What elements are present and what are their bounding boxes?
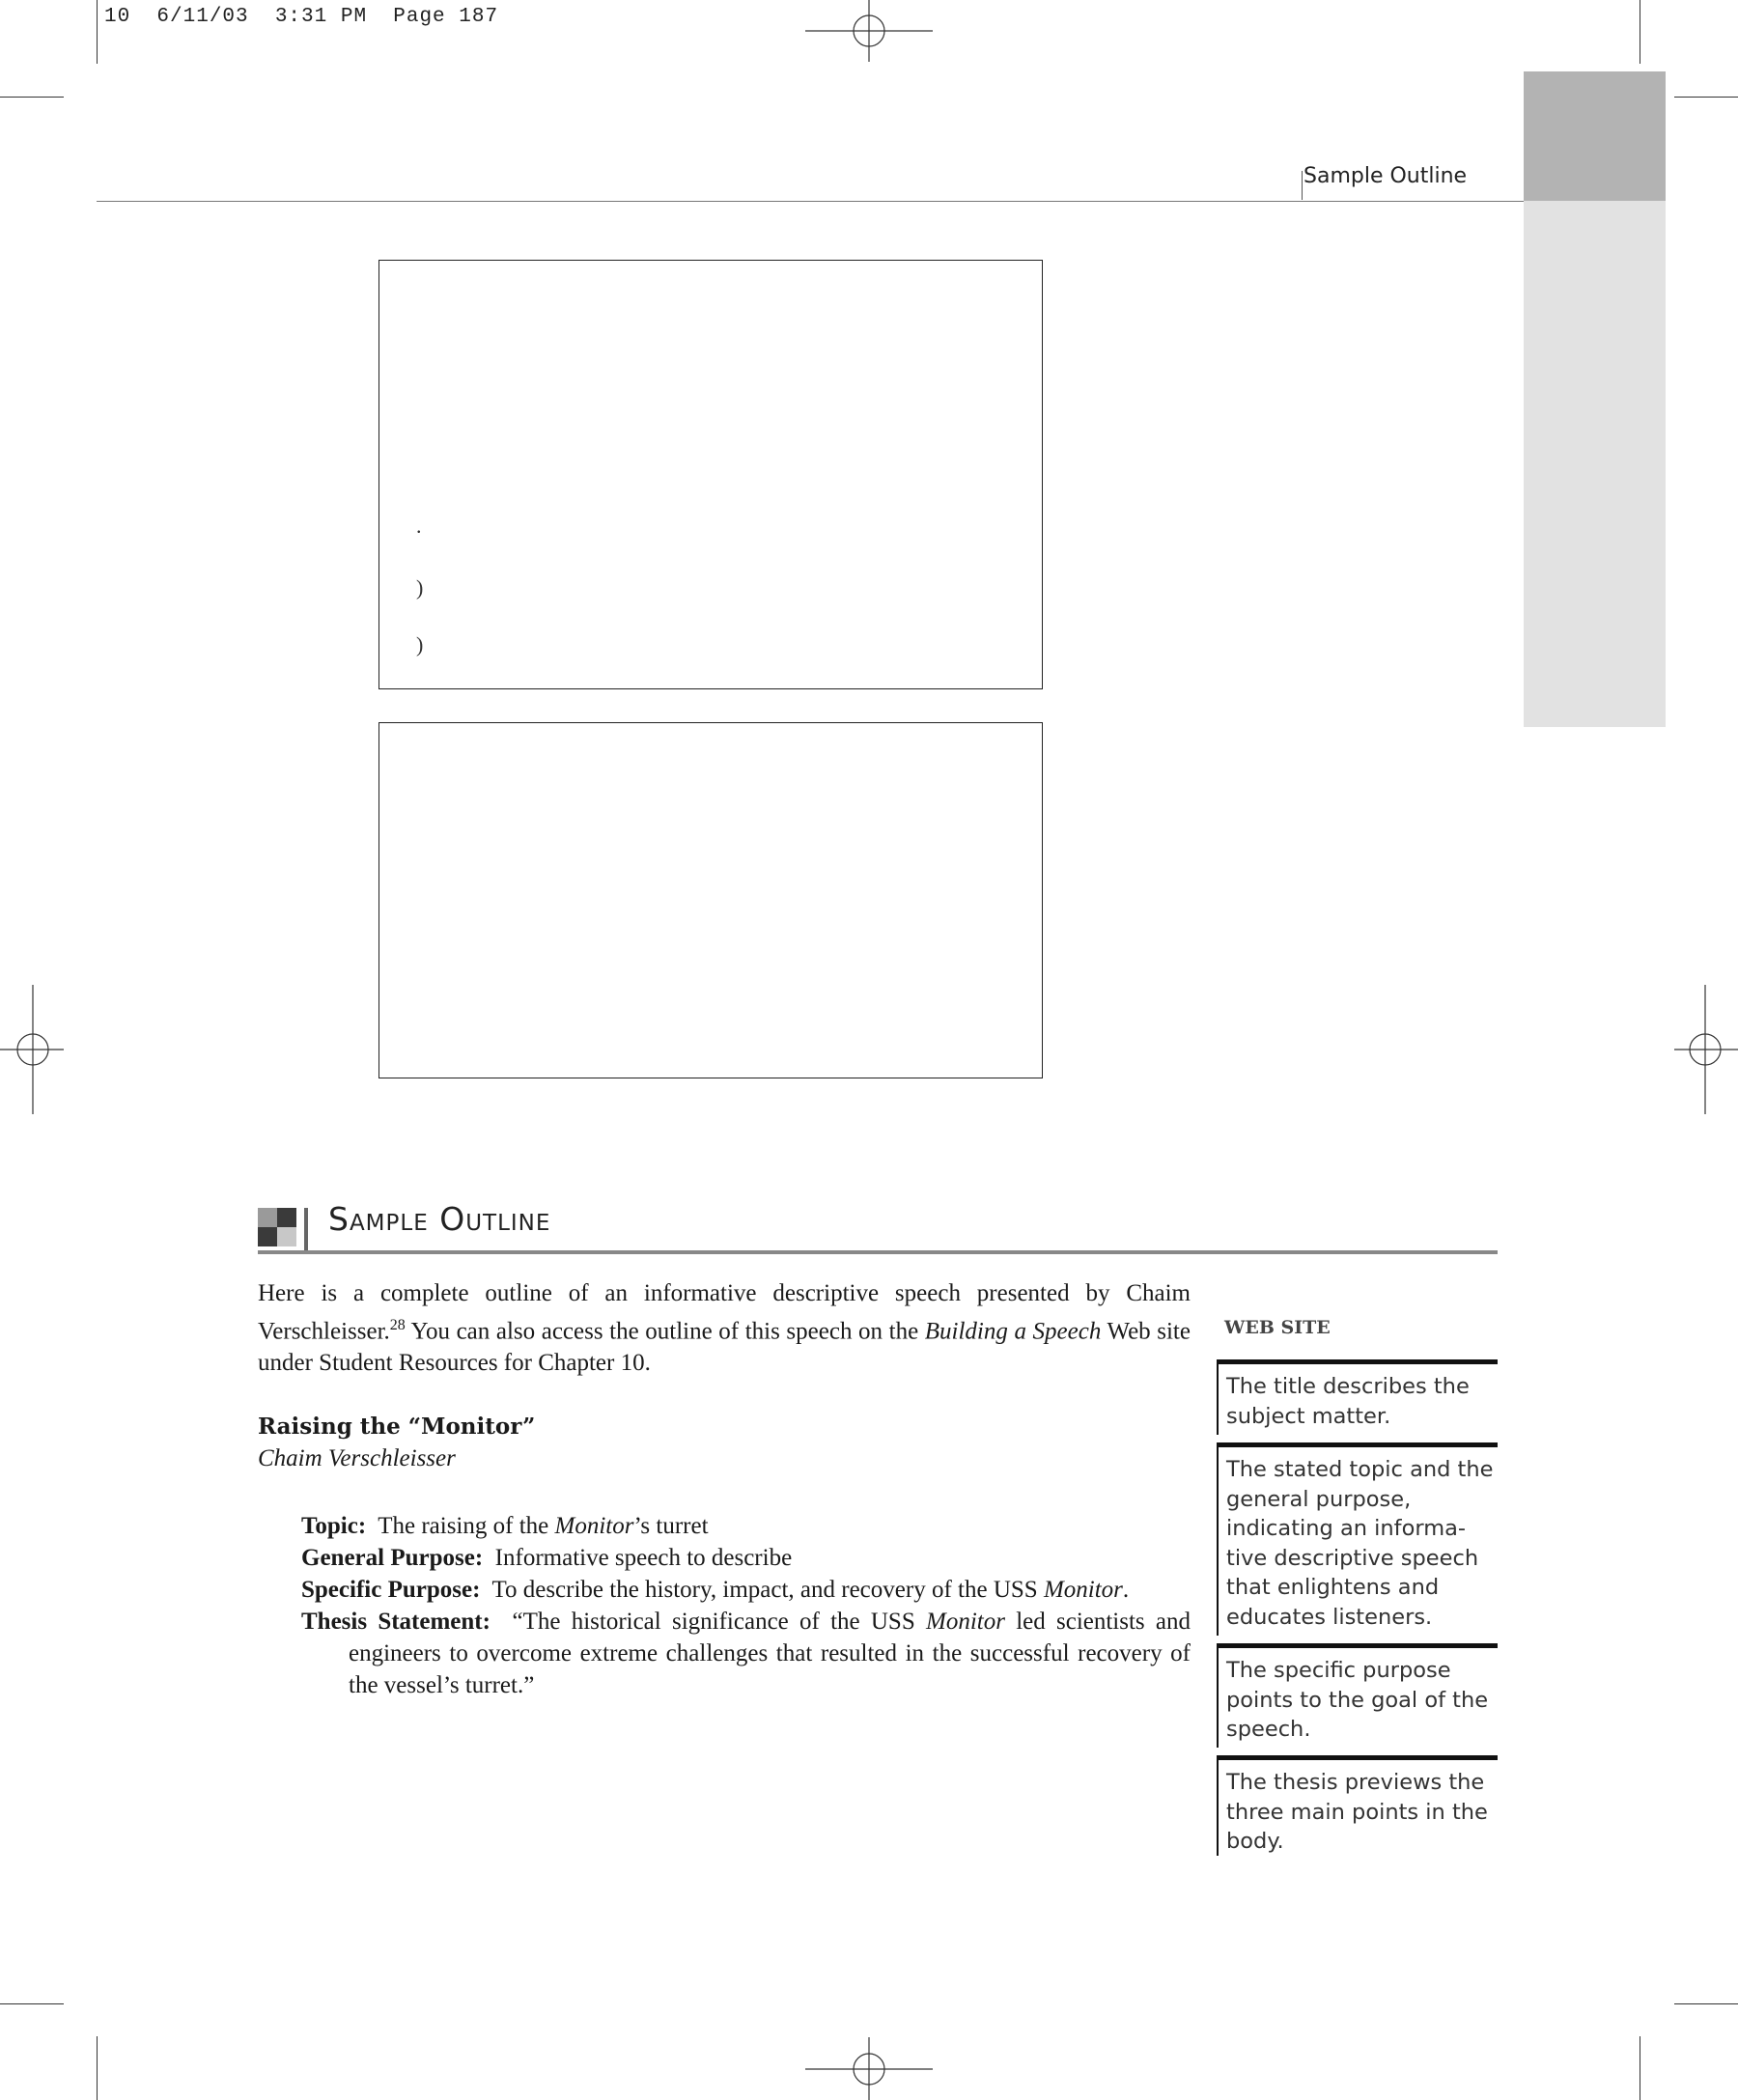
web-site-label: WEB SITE (1224, 1317, 1331, 1338)
section-rule (258, 1250, 1498, 1254)
speech-author: Chaim Verschleisser (258, 1445, 456, 1471)
thumb-tab-light (1524, 201, 1666, 727)
running-head-divider (1302, 171, 1303, 200)
header-rule (97, 201, 1524, 202)
topic-line: Topic: The raising of the Monitor’s turret (301, 1513, 709, 1539)
specific-purpose-line: Specific Purpose: To describe the history, impact, and recovery of the USS Monitor. (301, 1577, 1130, 1603)
section-title: Sample Outline (328, 1200, 551, 1238)
running-head: Sample Outline (1304, 164, 1468, 188)
box-mark-1: . (416, 514, 422, 538)
thumb-tab-dark (1524, 71, 1666, 201)
box-mark-2: ) (416, 575, 424, 600)
printer-slug: 10 6/11/03 3:31 PM Page 187 (104, 6, 499, 28)
thesis-statement: Thesis Statement: “The historical significance of the USS Monitor led scientists and engineers to overcome extreme challenges that resulted in the successful recovery of the vessel’s turret.” (301, 1609, 1191, 1698)
speech-title: Raising the “Monitor” (258, 1414, 536, 1440)
figure-box-bottom (378, 722, 1043, 1078)
general-purpose-line: General Purpose: Informative speech to describe (301, 1545, 793, 1571)
margin-note-thesis: The thesis previews the three main points in the body. (1217, 1755, 1498, 1856)
section-heading-bar (304, 1208, 308, 1250)
figure-box-top (378, 260, 1043, 689)
section-checker-icon (258, 1208, 296, 1246)
margin-note-topic: The stated topic and the general purpose, indicating an informa-tive descriptive speech that enlightens and educates listeners. (1217, 1442, 1498, 1636)
intro-paragraph: Here is a complete outline of an informative descriptive speech presented by Chaim Verschleisser.$^{28}$ You can also access the outline of this speech on the Building a Speech Web site under Student Resources for Chapter 10. (258, 1280, 1191, 1377)
margin-note-specific-purpose: The specific purpose points to the goal of the speech. (1217, 1643, 1498, 1748)
box-mark-3: ) (416, 632, 424, 657)
margin-note-title: The title describes the subject matter. (1217, 1359, 1498, 1435)
